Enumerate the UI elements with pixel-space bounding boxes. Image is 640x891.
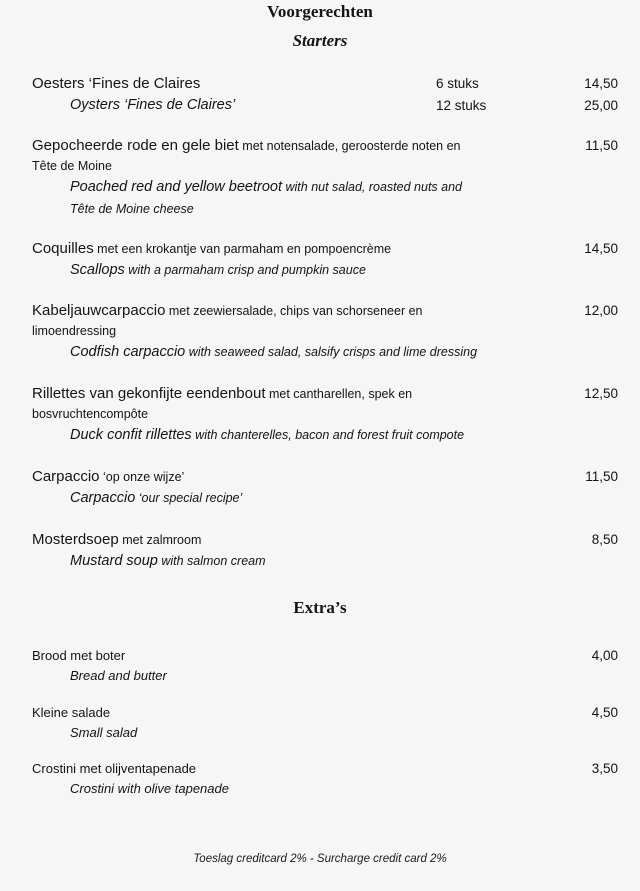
item-description-nl-cont [32,321,618,341]
item-name-nl: Coquilles [32,240,94,257]
item-name-en: Small salad [70,725,138,740]
item-description-nl [32,239,618,259]
item-desc-en: ‘our special recipe’ [135,491,243,505]
item-description-en-cont [70,198,618,220]
item-description-nl-cont [32,156,618,176]
item-desc-nl-line2: Tête de Moine [32,159,112,173]
item-description-en [70,424,618,446]
item-name-nl: Gepocheerde rode en gele biet [32,137,239,154]
item-price: 3,50 [591,761,618,776]
item-name-en: Oysters ‘Fines de Claires’ [70,97,236,113]
item-name-en: Carpaccio [70,490,136,506]
item-desc-nl: met zeewiersalade, chips van schorseneer en [165,304,423,318]
item-price: 12,50 [584,386,618,401]
item-name-nl: Kabeljauwcarpaccio [32,302,166,319]
quantity-12: 12 stuks [436,98,487,113]
item-desc-en: with salmon cream [157,554,266,568]
item-name-nl: Rillettes van gekonfijte eendenbout [32,385,266,402]
item-name-en: Scallops [70,262,125,278]
item-name-en: Mustard soup [70,553,158,569]
section-title-nl: Voorgerechten [267,2,373,21]
item-name-en: Bread and butter [70,668,167,683]
item-description-en [70,259,618,281]
menu-item-duck [32,384,618,446]
item-price: 11,50 [585,469,618,484]
section-title-en: Starters [292,31,348,50]
item-price: 11,50 [585,138,618,153]
item-desc-en: with seaweed salad, salsify crisps and lime dressing [185,345,478,359]
item-name-nl: Oesters ‘Fines de Claires [32,75,201,92]
menu-item-salad [32,704,618,744]
quantity-6: 6 stuks [436,76,479,91]
menu-item-soup [32,530,618,572]
item-description-en [70,341,618,363]
menu-item-crostini [32,760,618,800]
extras-title: Extra’s [293,598,347,617]
item-desc-nl: met een krokantje van parmaham en pompoencrème [93,242,392,256]
item-price: 14,50 [584,241,618,256]
item-name-nl: Kleine salade [32,705,111,720]
item-desc-en: with nut salad, roasted nuts and [282,180,462,194]
menu-item-scallops [32,239,618,281]
item-price: 8,50 [591,532,618,547]
item-description-en [70,487,618,509]
item-desc-nl: ‘op onze wijze’ [99,470,185,484]
menu-item-bread [32,647,618,687]
item-name-en: Poached red and yellow beetroot [70,179,283,195]
item-desc-nl-line2: bosvruchtencompôte [32,407,149,421]
item-name-en: Crostini with olive tapenade [70,781,229,796]
item-description-en [70,550,618,572]
item-name-nl: Crostini met olijventapenade [32,761,197,776]
item-description-nl-cont [32,404,618,424]
item-price: 12,00 [584,303,618,318]
item-desc-nl: met cantharellen, spek en [265,387,413,401]
menu-item-beetroot [32,136,618,220]
menu-item-codfish [32,301,618,363]
item-desc-en: with chanterelles, bacon and forest fruit compote [191,428,465,442]
menu-item-oysters [32,74,618,116]
item-description-nl [32,136,618,156]
item-price: 4,00 [591,648,618,663]
item-price-large: 25,00 [584,98,618,113]
item-price: 4,50 [591,705,618,720]
item-desc-nl: met notensalade, geroosterde noten en [238,139,461,153]
item-desc-nl-line2: limoendressing [32,324,117,338]
item-name-nl: Mosterdsoep [32,531,119,548]
surcharge-note: Toeslag creditcard 2% - Surcharge credit card 2% [193,853,447,865]
item-desc-en-line2: Tête de Moine cheese [70,202,194,216]
menu-item-carpaccio [32,467,618,509]
item-description-nl [32,301,618,321]
item-name-en: Codfish carpaccio [70,344,186,360]
item-description-nl [32,530,618,550]
item-price: 14,50 [584,76,618,91]
item-description-nl [32,467,618,487]
item-description-nl [32,384,618,404]
item-description-en [70,176,618,198]
item-name-nl: Brood met boter [32,648,126,663]
item-name-en: Duck confit rillettes [70,427,192,443]
item-desc-en: with a parmaham crisp and pumpkin sauce [124,263,366,277]
item-desc-nl: met zalmroom [118,533,202,547]
item-name-nl: Carpaccio [32,468,100,485]
